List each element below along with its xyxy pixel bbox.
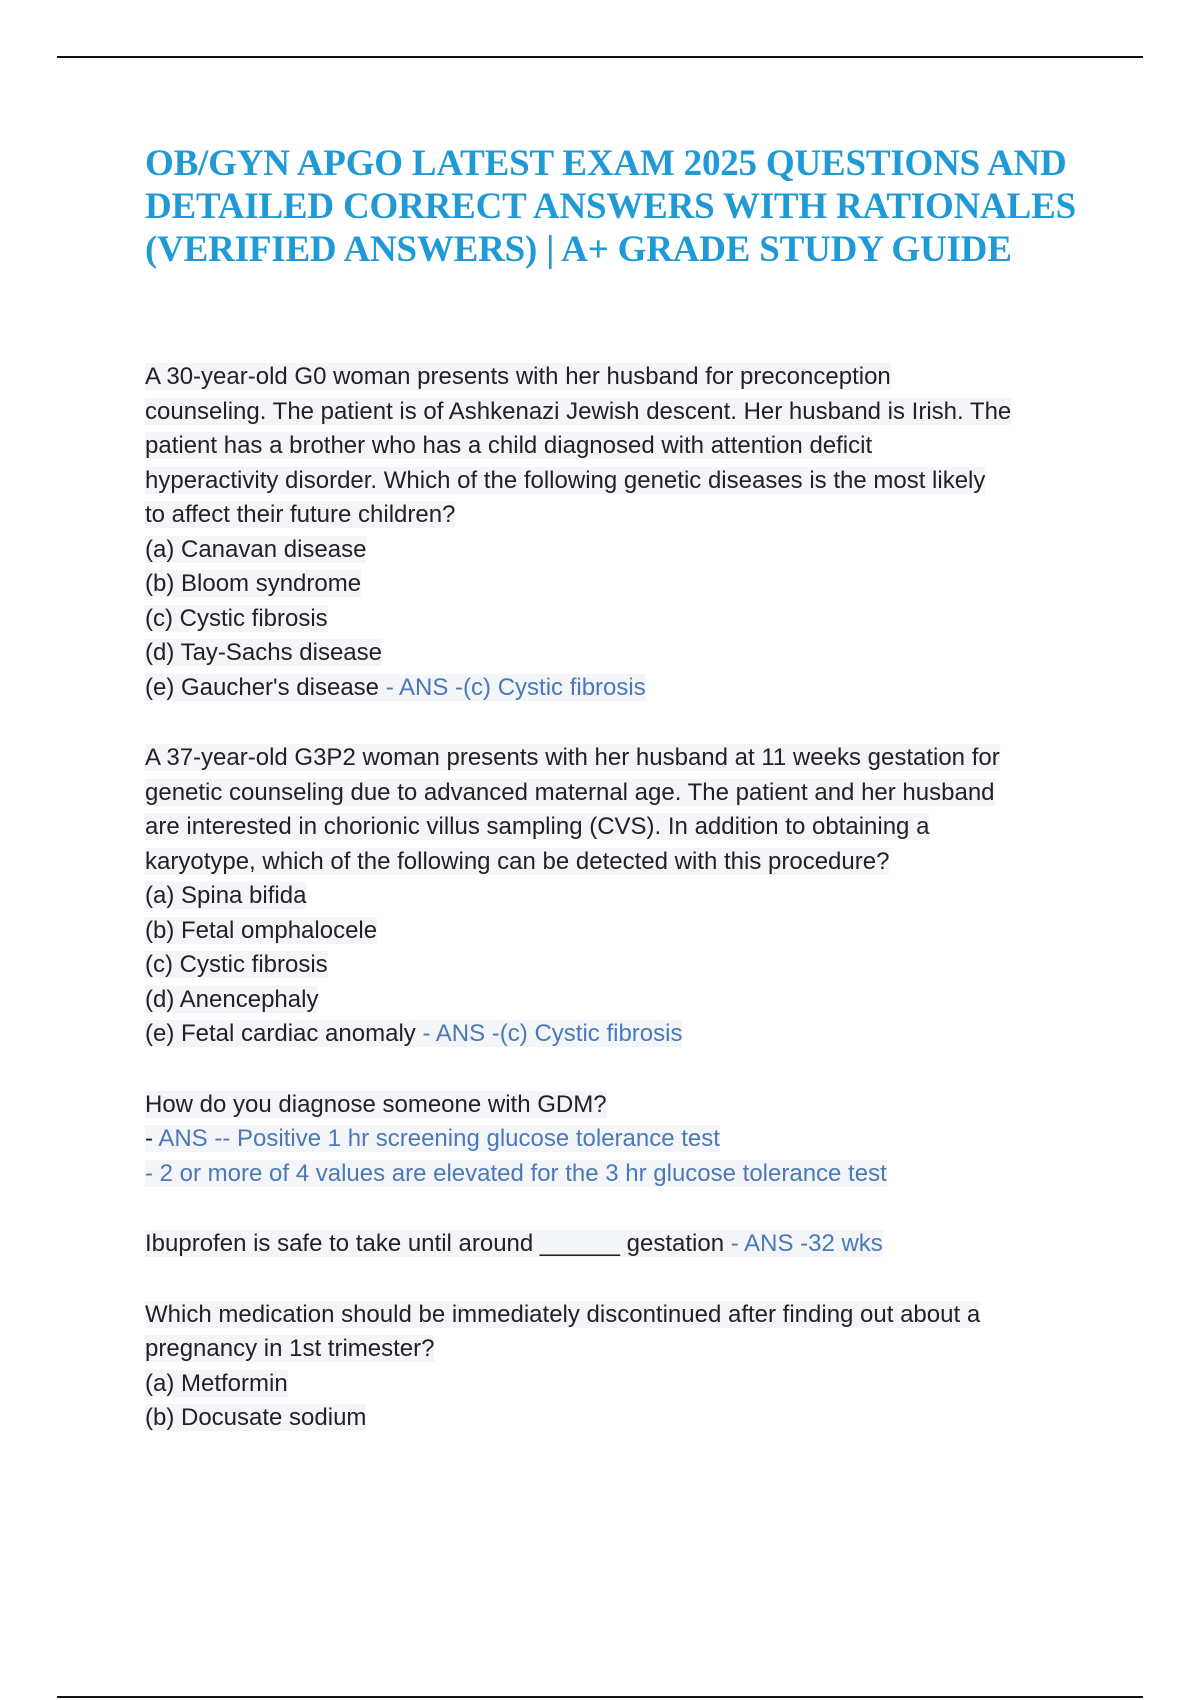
question-stem-line: Ibuprofen is safe to take until around ______ gestation <box>145 1230 725 1257</box>
correct-answer: - ANS -32 wks <box>724 1230 883 1257</box>
question-3 <box>145 1088 1085 1192</box>
question-stem-line: How do you diagnose someone with GDM? <box>145 1090 607 1118</box>
question-stem-line: genetic counseling due to advanced maternal age. The patient and her husband <box>145 778 995 806</box>
answer-option: (b) Fetal omphalocele <box>145 916 378 944</box>
correct-answer: - 2 or more of 4 values are elevated for the 3 hr glucose tolerance test <box>145 1159 887 1187</box>
answer-option: (b) Docusate sodium <box>145 1404 367 1431</box>
question-stem-line: A 30-year-old G0 woman presents with her husband for preconception <box>145 363 891 390</box>
answer-option: (c) Cystic fibrosis <box>145 951 328 978</box>
answer-option: (d) Anencephaly <box>145 985 319 1013</box>
question-stem-line: counseling. The patient is of Ashkenazi Jewish descent. Her husband is Irish. The <box>145 397 1012 425</box>
question-stem-line: hyperactivity disorder. Which of the following genetic diseases is the most likely <box>145 466 986 494</box>
question-stem-line: to affect their future children? <box>145 501 456 528</box>
question-2 <box>145 741 1085 1052</box>
answer-option: (e) Fetal cardiac anomaly <box>145 1020 416 1047</box>
question-stem-line: karyotype, which of the following can be detected with this procedure? <box>145 847 890 875</box>
correct-answer: - ANS -(c) Cystic fibrosis <box>415 1020 683 1047</box>
correct-answer: - ANS -(c) Cystic fibrosis <box>379 673 646 701</box>
correct-answer: ANS -- Positive 1 hr screening glucose tolerance test <box>158 1125 720 1152</box>
question-stem-line: Which medication should be immediately discontinued after finding out about a <box>145 1300 981 1328</box>
answer-option: (e) Gaucher's disease <box>145 673 380 701</box>
question-1 <box>145 360 1085 705</box>
answer-option: (a) Spina bifida <box>145 882 307 909</box>
header-rule <box>57 56 1143 58</box>
answer-option: (c) Cystic fibrosis <box>145 604 328 632</box>
question-4 <box>145 1227 1085 1262</box>
question-5 <box>145 1298 1085 1436</box>
footer-rule <box>57 1696 1143 1698</box>
answer-option: (b) Bloom syndrome <box>145 570 362 597</box>
answer-prefix: - <box>145 1125 159 1152</box>
document-body <box>145 360 1085 1472</box>
question-stem-line: A 37-year-old G3P2 woman presents with her husband at 11 weeks gestation for <box>145 744 1000 771</box>
answer-option: (a) Canavan disease <box>145 535 367 563</box>
document-title: OB/GYN APGO LATEST EXAM 2025 QUESTIONS AND DETAILED CORRECT ANSWERS WITH RATIONALES (VERIFIED ANSWERS) | A+ GRADE STUDY GUIDE <box>145 143 1076 270</box>
question-stem-line: are interested in chorionic villus sampling (CVS). In addition to obtaining a <box>145 813 930 840</box>
question-stem-line: patient has a brother who has a child diagnosed with attention deficit <box>145 432 873 459</box>
question-stem-line: pregnancy in 1st trimester? <box>145 1335 435 1362</box>
answer-option: (a) Metformin <box>145 1369 288 1397</box>
answer-option: (d) Tay-Sachs disease <box>145 639 382 666</box>
